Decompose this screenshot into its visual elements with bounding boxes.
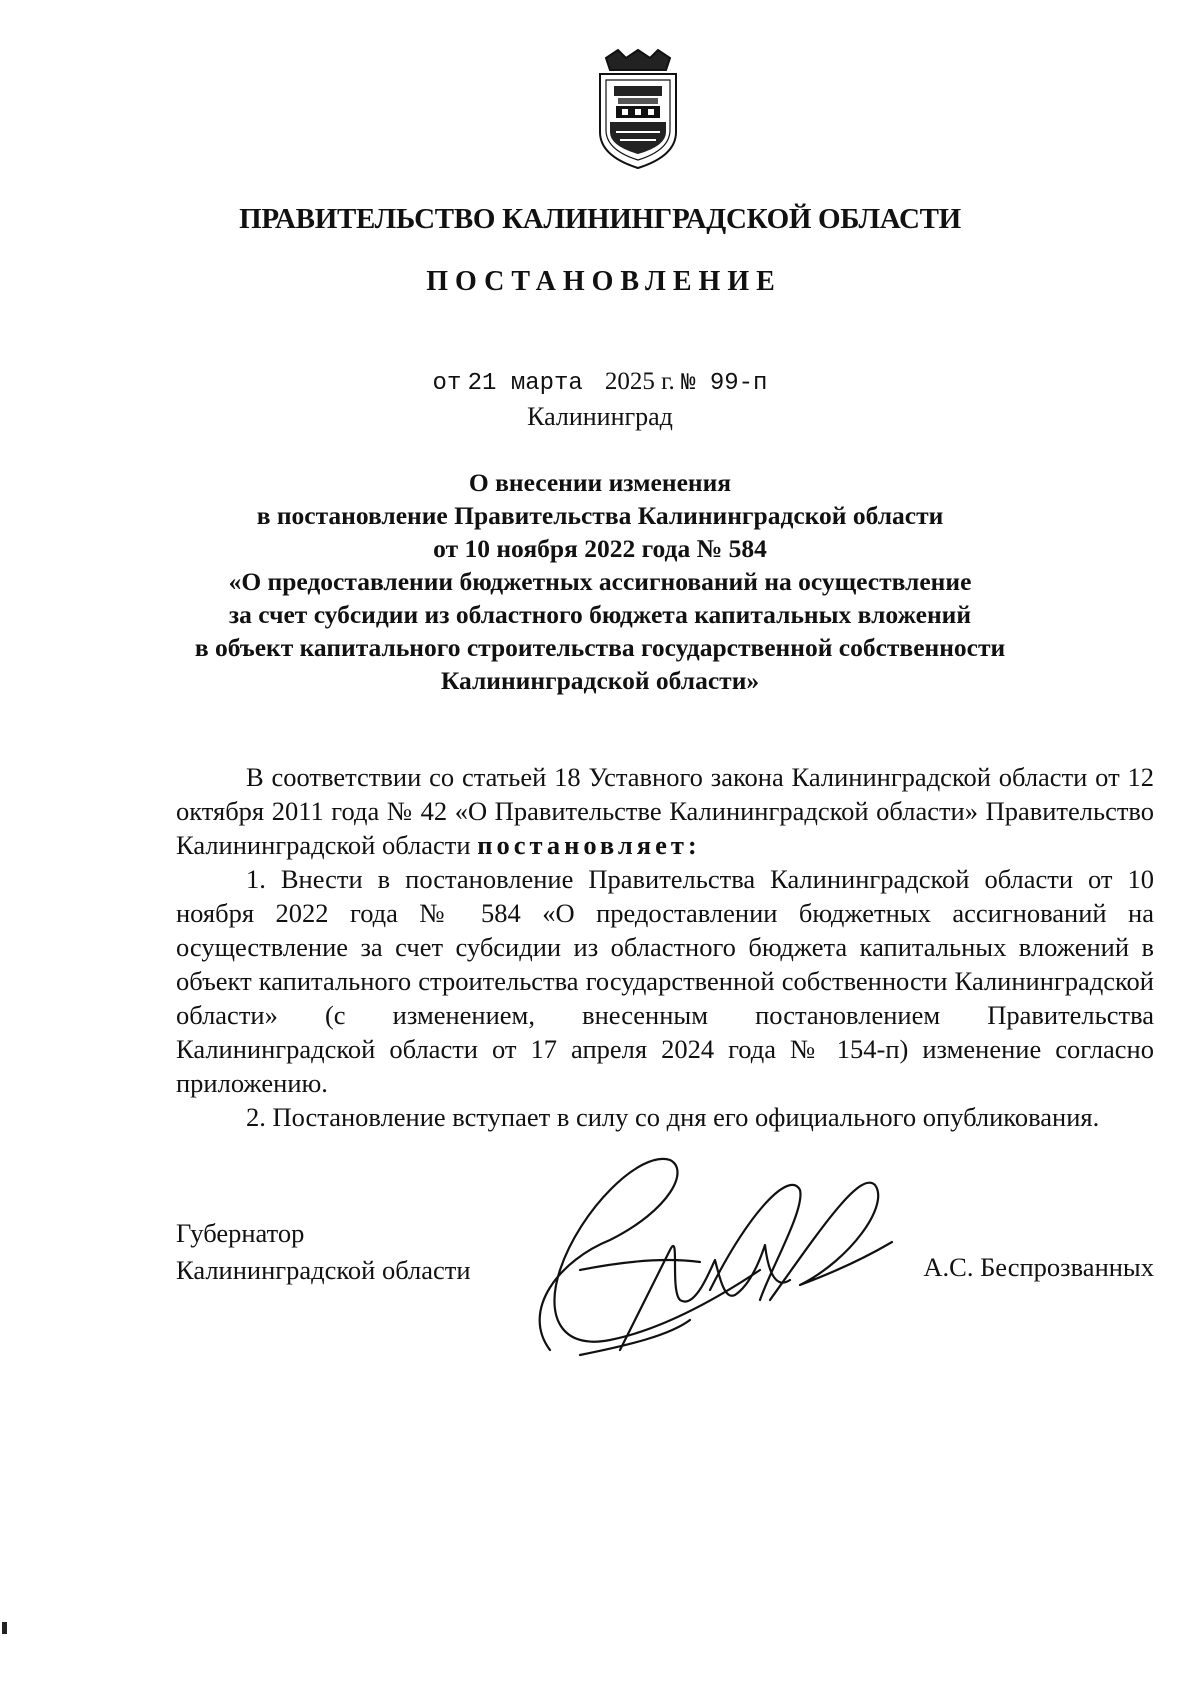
signer-position-line: Губернатор <box>176 1218 305 1248</box>
document-body <box>176 760 1154 1134</box>
title-line: за счет субсидии из областного бюджета капитальных вложений <box>228 600 972 629</box>
preamble-paragraph <box>176 760 1154 862</box>
item-1-paragraph: 1. Внести в постановление Правительства Калининградской области от 10 ноября 2022 года № 584 «О предоставлении бюджетных ассигнований на осуществление за счет субсидии из областного бюджета капитальных вложений в объект капитального строительства государственной собственности Калининградской области» (с изменением, внесенным постановлением Правительства Калининградской области от 17 апреля 2024 года № 154-п) изменение согласно приложению. <box>176 864 1154 1098</box>
title-line: в объект капитального строительства государственной собственности <box>194 633 1006 662</box>
signer-position <box>176 1215 471 1289</box>
date-day-month: 21 марта <box>467 370 583 397</box>
handwritten-signature <box>520 1150 900 1370</box>
resolves-keyword: постановляет: <box>477 830 701 860</box>
scan-mark <box>2 1622 7 1634</box>
document-number: № 99-п <box>681 370 768 397</box>
date-year: 2025 г. <box>604 368 675 395</box>
date-number-line <box>0 368 1200 397</box>
title-line: от 10 ноября 2022 года № 584 <box>433 534 767 563</box>
title-line: «О предоставлении бюджетных ассигнований на осуществление <box>228 567 972 596</box>
title-line: О внесении изменения <box>468 468 732 497</box>
item-2-paragraph: 2. Постановление вступает в силу со дня его официального опубликования. <box>246 1102 1100 1132</box>
coat-of-arms-emblem <box>592 48 684 172</box>
title-line: в постановление Правительства Калининградской области <box>256 501 944 530</box>
date-prefix: от <box>432 370 462 397</box>
organization-heading: ПРАВИТЕЛЬСТВО КАЛИНИНГРАДСКОЙ ОБЛАСТИ <box>239 203 961 235</box>
document-type-heading: ПОСТАНОВЛЕНИЕ <box>426 266 782 297</box>
document-title <box>150 466 1050 697</box>
city: Калининград <box>527 402 673 431</box>
signer-position-line: Калининградской области <box>176 1255 471 1285</box>
title-line: Калининградской области» <box>440 666 760 695</box>
signer-name: А.С. Беспрозванных <box>923 1252 1154 1282</box>
preamble-text: В соответствии со статьей 18 Уставного закона Калининградской области от 12 октября 2011 года № 42 «О Правительстве Калининградской области» Правительство Калининградской области <box>176 762 1154 860</box>
